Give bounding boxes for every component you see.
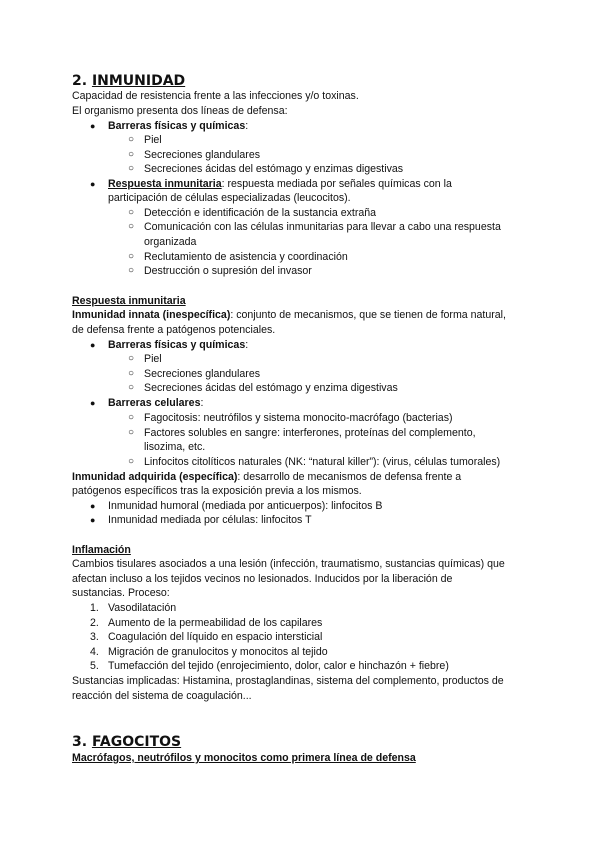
section-2-heading: [72, 72, 185, 90]
sub-item: Secreciones glandulares: [144, 149, 261, 161]
sub-item-continued: lisozima, etc.: [144, 441, 206, 453]
innata-paragraph: [72, 308, 506, 322]
bullet-icon: ●: [90, 121, 96, 131]
step-number: 4.: [90, 646, 99, 658]
innata-text-continued: de defensa frente a patógenos potenciales.: [72, 324, 276, 336]
step-number: 3.: [90, 631, 99, 643]
item-label: Barreras físicas y químicas: [108, 120, 246, 132]
section-3-heading: [72, 733, 181, 751]
sub-item: Piel: [144, 134, 162, 146]
sustancias-text: Sustancias implicadas: Histamina, prostaglandinas, sistema del complemento, productos de: [72, 675, 504, 687]
section-2-title: INMUNIDAD: [91, 73, 186, 89]
circle-bullet-icon: ○: [128, 456, 135, 467]
bullet-icon: ●: [90, 515, 96, 525]
intro-line-1: Capacidad de resistencia frente a las infecciones y/o toxinas.: [72, 90, 359, 102]
circle-bullet-icon: ○: [128, 221, 135, 232]
circle-bullet-icon: ○: [128, 163, 135, 174]
inflamacion-text: sustancias. Proceso:: [72, 587, 170, 599]
sub-item: Secreciones ácidas del estómago y enzimas digestivas: [144, 163, 404, 175]
section-3-title: FAGOCITOS: [91, 734, 182, 750]
circle-bullet-icon: ○: [128, 265, 135, 276]
step-text: Aumento de la permeabilidad de los capilares: [108, 617, 323, 629]
item-text: : respuesta mediada por señales químicas con la: [221, 178, 452, 190]
circle-bullet-icon: ○: [128, 207, 135, 218]
item-label: Barreras celulares: [108, 397, 201, 409]
item-text-continued: participación de células especializadas (leucocitos).: [108, 192, 351, 204]
bullet-icon: ●: [90, 179, 96, 189]
bullet-icon: ●: [90, 340, 96, 350]
step-text: Migración de granulocitos y monocitos al tejido: [108, 646, 328, 658]
circle-bullet-icon: ○: [128, 427, 135, 438]
step-number: 5.: [90, 660, 99, 672]
sub-item: Factores solubles en sangre: interferones, proteínas del complemento,: [144, 427, 476, 439]
item-label: Respuesta inmunitaria: [108, 178, 222, 190]
sustancias-text: reacción del sistema de coagulación...: [72, 690, 252, 702]
sub-item: Destrucción o supresión del invasor: [144, 265, 312, 277]
step-number: 2.: [90, 617, 99, 629]
circle-bullet-icon: ○: [128, 251, 135, 262]
list-item: Inmunidad humoral (mediada por anticuerpos): linfocitos B: [108, 500, 383, 512]
sub-item: Secreciones glandulares: [144, 368, 261, 380]
sub-item: Piel: [144, 353, 162, 365]
adquirida-text: : desarrollo de mecanismos de defensa frente a: [237, 471, 462, 483]
item-text: :: [245, 120, 249, 132]
circle-bullet-icon: ○: [128, 149, 135, 160]
bullet-icon: ●: [90, 398, 96, 408]
list-item: [108, 177, 452, 191]
inflamacion-heading: Inflamación: [72, 544, 131, 556]
inflamacion-text: afectan incluso a los tejidos vecinos no lesionados. Inducidos por la liberación de: [72, 573, 453, 585]
list-item: [108, 119, 248, 133]
sub-item: Reclutamiento de asistencia y coordinación: [144, 251, 348, 263]
circle-bullet-icon: ○: [128, 353, 135, 364]
inflamacion-text: Cambios tisulares asociados a una lesión (infección, traumatismo, sustancias químicas) que: [72, 558, 505, 570]
circle-bullet-icon: ○: [128, 412, 135, 423]
respuesta-heading: Respuesta inmunitaria: [72, 295, 186, 307]
list-item: [108, 338, 248, 352]
sub-item: Detección e identificación de la sustancia extraña: [144, 207, 377, 219]
adquirida-paragraph: [72, 470, 461, 484]
sub-item: Secreciones ácidas del estómago y enzima digestivas: [144, 382, 398, 394]
innata-label: Inmunidad innata (inespecífica): [72, 309, 231, 321]
section-3-subtitle: Macrófagos, neutrófilos y monocitos como primera línea de defensa: [72, 752, 416, 764]
intro-line-2: El organismo presenta dos líneas de defensa:: [72, 105, 288, 117]
step-text: Vasodilatación: [108, 602, 177, 614]
adquirida-text-continued: patógenos específicos tras la exposición previa a los mismos.: [72, 485, 362, 497]
section-2-number: 2.: [72, 73, 88, 89]
list-item: [108, 396, 203, 410]
sub-item: Linfocitos citolíticos naturales (NK: “natural killer”): (virus, células tumorales): [144, 456, 501, 468]
circle-bullet-icon: ○: [128, 368, 135, 379]
sub-item: Fagocitosis: neutrófilos y sistema monocito-macrófago (bacterias): [144, 412, 453, 424]
innata-text: : conjunto de mecanismos, que se tienen de forma natural,: [230, 309, 506, 321]
item-text: :: [245, 339, 249, 351]
circle-bullet-icon: ○: [128, 134, 135, 145]
sub-item: Comunicación con las células inmunitarias para llevar a cabo una respuesta: [144, 221, 501, 233]
adquirida-label: Inmunidad adquirida (específica): [72, 471, 238, 483]
sub-item-continued: organizada: [144, 236, 197, 248]
item-text: :: [200, 397, 204, 409]
step-text: Tumefacción del tejido (enrojecimiento, dolor, calor e hinchazón + fiebre): [108, 660, 449, 672]
item-label: Barreras físicas y químicas: [108, 339, 246, 351]
bullet-icon: ●: [90, 501, 96, 511]
section-3-number: 3.: [72, 734, 88, 750]
step-number: 1.: [90, 602, 99, 614]
step-text: Coagulación del líquido en espacio intersticial: [108, 631, 323, 643]
list-item: Inmunidad mediada por células: linfocitos T: [108, 514, 312, 526]
circle-bullet-icon: ○: [128, 382, 135, 393]
